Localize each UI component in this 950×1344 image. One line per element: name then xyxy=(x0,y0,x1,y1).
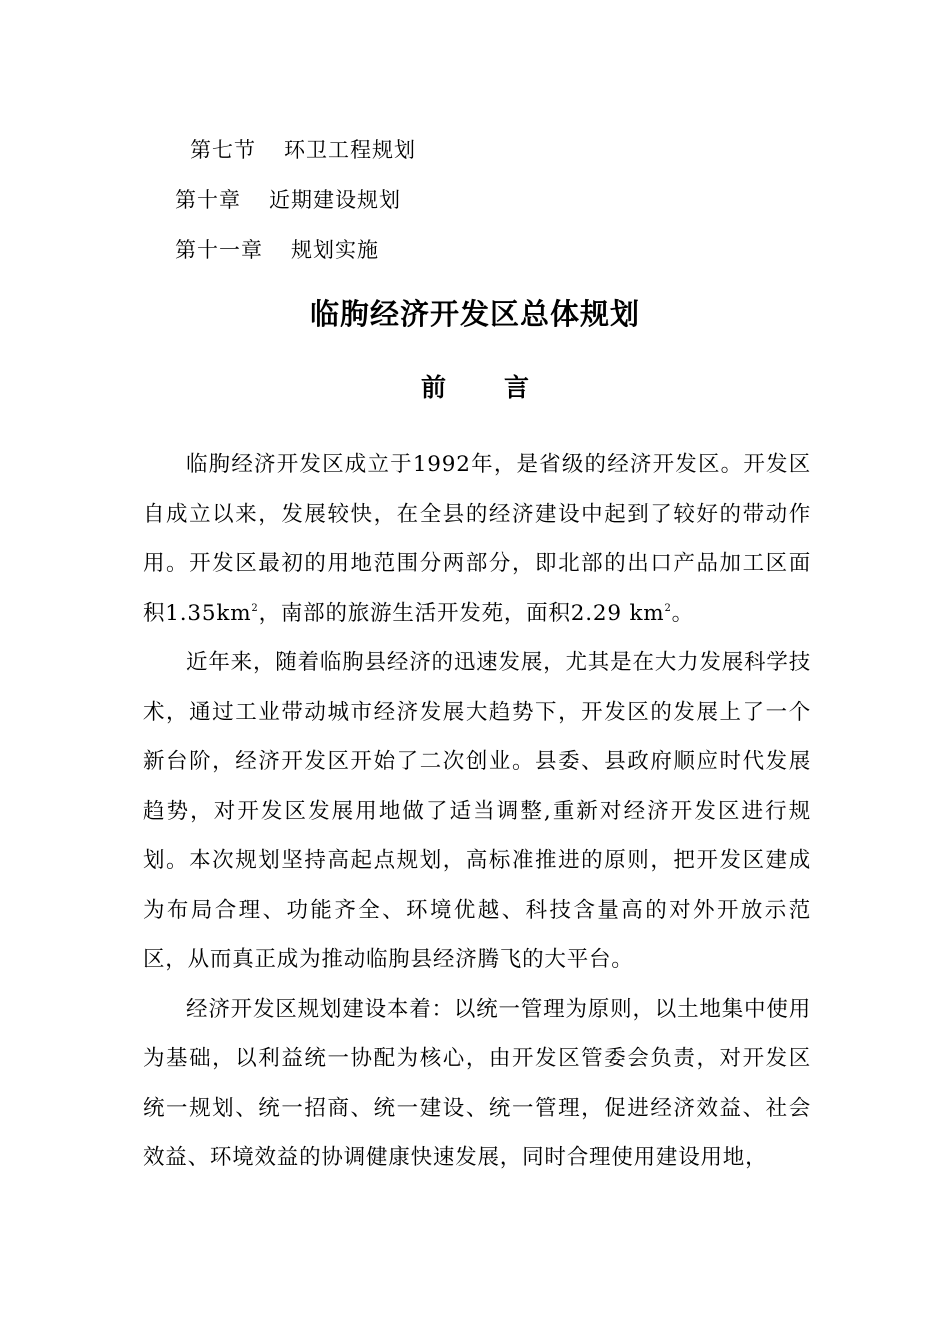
toc-entry-title: 规划实施 xyxy=(291,238,379,262)
toc-entry-number: 第七节 xyxy=(190,138,256,162)
toc-entry-title: 近期建设规划 xyxy=(269,188,401,212)
toc-entry-number: 第十章 xyxy=(175,188,241,212)
paragraph-1-part-c: 。 xyxy=(671,600,694,626)
paragraph-3: 经济开发区规划建设本着：以统一管理为原则，以土地集中使用为基础，以利益统一协配为核心，由开发区管委会负责，对开发区统一规划、统一招商、统一建设、统一管理，促进经济效益、社会效益、环境效益的协调健康快速发展，同时合理使用建设用地， xyxy=(143,996,811,1170)
superscript-2: 2 xyxy=(251,602,259,614)
document-title: 临朐经济开发区总体规划 xyxy=(309,297,640,331)
preface-body xyxy=(143,440,811,1183)
toc-entry-number: 第十一章 xyxy=(175,238,263,262)
preface-char-1: 前 xyxy=(420,373,446,402)
paragraph-1 xyxy=(143,440,811,638)
preface-char-2: 言 xyxy=(504,373,530,402)
superscript-2: 2 xyxy=(664,602,672,614)
paragraph-2: 近年来，随着临朐县经济的迅速发展，尤其是在大力发展科学技术，通过工业带动城市经济发展大趋势下，开发区的发展上了一个新台阶，经济开发区开始了二次创业。县委、县政府顺应时代发展趋势，对开发区发展用地做了适当调整,重新对经济开发区进行规划。本次规划坚持高起点规划，高标准推进的原则，把开发区建成为布局合理、功能齐全、环境优越、科技含量高的对外开放示范区，从而真正成为推动临朐县经济腾飞的大平台。 xyxy=(143,650,811,972)
preface-heading xyxy=(0,370,950,406)
toc-entry-chapter-11 xyxy=(175,235,379,265)
toc-entry-chapter-10 xyxy=(175,185,401,215)
toc-entry-title: 环卫工程规划 xyxy=(284,138,416,162)
toc-entry-section-7 xyxy=(190,135,416,165)
paragraph-1-part-b: ，南部的旅游生活开发苑，面积2.29 km xyxy=(258,600,665,626)
paragraph-1-part-a: 临朐经济开发区成立于1992年，是省级的经济开发区。开发区自成立以来，发展较快，在全县的经济建设中起到了较好的带动作用。开发区最初的用地范围分两部分，即北部的出口产品加工区面积1.35km xyxy=(143,452,811,626)
